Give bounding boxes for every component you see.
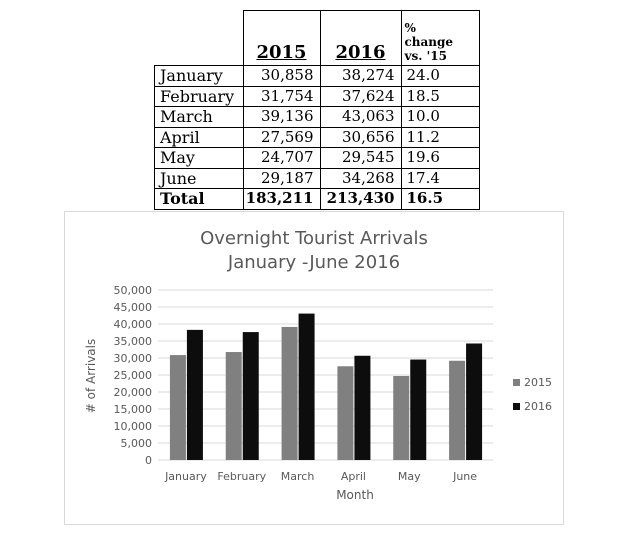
bar-2015-may bbox=[393, 376, 409, 460]
y-tick-label: 25,000 bbox=[113, 369, 152, 382]
bar-2016-april bbox=[354, 356, 370, 460]
row-month: May bbox=[155, 148, 244, 169]
row-pct-change: 19.6 bbox=[401, 148, 479, 169]
table-row bbox=[155, 148, 480, 169]
y-tick-label: 0 bbox=[145, 454, 152, 467]
table-row bbox=[155, 168, 480, 189]
row-month: January bbox=[155, 66, 244, 87]
arrivals-table bbox=[154, 10, 480, 210]
bar-2015-january bbox=[170, 355, 186, 460]
y-tick-label: 15,000 bbox=[113, 403, 152, 416]
header-pct-line2: change bbox=[404, 35, 454, 49]
legend-swatch-2016 bbox=[513, 403, 520, 410]
header-2016: 2016 bbox=[320, 11, 401, 66]
table-total-row bbox=[155, 189, 480, 210]
bars bbox=[170, 314, 482, 460]
x-tick-label: January bbox=[165, 470, 207, 483]
bar-chart bbox=[65, 212, 563, 524]
bar-2016-march bbox=[299, 314, 315, 460]
row-value-2016: 34,268 bbox=[320, 168, 401, 189]
x-tick-label: April bbox=[340, 470, 366, 483]
legend-swatch-2015 bbox=[513, 379, 520, 386]
header-2015: 2015 bbox=[243, 11, 320, 66]
bar-2015-march bbox=[282, 327, 298, 460]
total-pct-change: 16.5 bbox=[401, 189, 479, 210]
bar-2016-february bbox=[243, 332, 259, 460]
row-value-2016: 29,545 bbox=[320, 148, 401, 169]
chart-title-line2: January -June 2016 bbox=[227, 252, 401, 273]
table-row bbox=[155, 107, 480, 128]
row-value-2015: 30,858 bbox=[243, 66, 320, 87]
bar-2016-june bbox=[466, 343, 482, 460]
x-tick-label: May bbox=[397, 470, 421, 483]
chart-title-line1: Overnight Tourist Arrivals bbox=[200, 228, 428, 249]
total-label: Total bbox=[155, 189, 244, 210]
table-row bbox=[155, 127, 480, 148]
row-value-2016: 30,656 bbox=[320, 127, 401, 148]
row-pct-change: 18.5 bbox=[401, 86, 479, 107]
bar-2015-june bbox=[449, 361, 465, 460]
table-row bbox=[155, 86, 480, 107]
total-2015: 183,211 bbox=[243, 189, 320, 210]
row-value-2016: 38,274 bbox=[320, 66, 401, 87]
y-tick-label: 50,000 bbox=[113, 284, 152, 297]
y-tick-label: 45,000 bbox=[113, 301, 152, 314]
row-value-2016: 43,063 bbox=[320, 107, 401, 128]
row-month: February bbox=[155, 86, 244, 107]
x-axis-title: Month bbox=[336, 488, 374, 502]
header-pct-change bbox=[401, 11, 479, 66]
total-2016: 213,430 bbox=[320, 189, 401, 210]
legend bbox=[513, 376, 552, 413]
x-tick-label: June bbox=[453, 470, 478, 483]
y-tick-label: 30,000 bbox=[113, 352, 152, 365]
legend-label-2015: 2015 bbox=[524, 376, 552, 389]
row-pct-change: 10.0 bbox=[401, 107, 479, 128]
y-tick-label: 35,000 bbox=[113, 335, 152, 348]
row-pct-change: 24.0 bbox=[401, 66, 479, 87]
bar-2016-may bbox=[410, 360, 426, 460]
y-axis-title: # of Arrivals bbox=[84, 338, 98, 414]
x-tick-label: March bbox=[280, 470, 315, 483]
row-value-2015: 39,136 bbox=[243, 107, 320, 128]
row-value-2016: 37,624 bbox=[320, 86, 401, 107]
bar-2015-april bbox=[337, 366, 353, 460]
row-value-2015: 29,187 bbox=[243, 168, 320, 189]
bar-2015-february bbox=[226, 352, 242, 460]
row-pct-change: 11.2 bbox=[401, 127, 479, 148]
row-month: June bbox=[155, 168, 244, 189]
header-blank-cell bbox=[155, 11, 244, 66]
table-row bbox=[155, 66, 480, 87]
y-tick-label: 40,000 bbox=[113, 318, 152, 331]
y-tick-label: 5,000 bbox=[120, 437, 152, 450]
header-pct-line3: vs. '15 bbox=[404, 49, 447, 63]
row-value-2015: 24,707 bbox=[243, 148, 320, 169]
x-tick-label: February bbox=[217, 470, 267, 483]
legend-label-2016: 2016 bbox=[524, 400, 552, 413]
table-header-row bbox=[155, 11, 480, 66]
y-tick-label: 10,000 bbox=[113, 420, 152, 433]
header-pct-line1: % bbox=[404, 21, 416, 35]
chart-area bbox=[64, 211, 564, 525]
gridlines bbox=[158, 290, 493, 460]
bar-2016-january bbox=[187, 330, 203, 460]
row-value-2015: 27,569 bbox=[243, 127, 320, 148]
y-tick-label: 20,000 bbox=[113, 386, 152, 399]
row-value-2015: 31,754 bbox=[243, 86, 320, 107]
row-month: April bbox=[155, 127, 244, 148]
row-pct-change: 17.4 bbox=[401, 168, 479, 189]
row-month: March bbox=[155, 107, 244, 128]
